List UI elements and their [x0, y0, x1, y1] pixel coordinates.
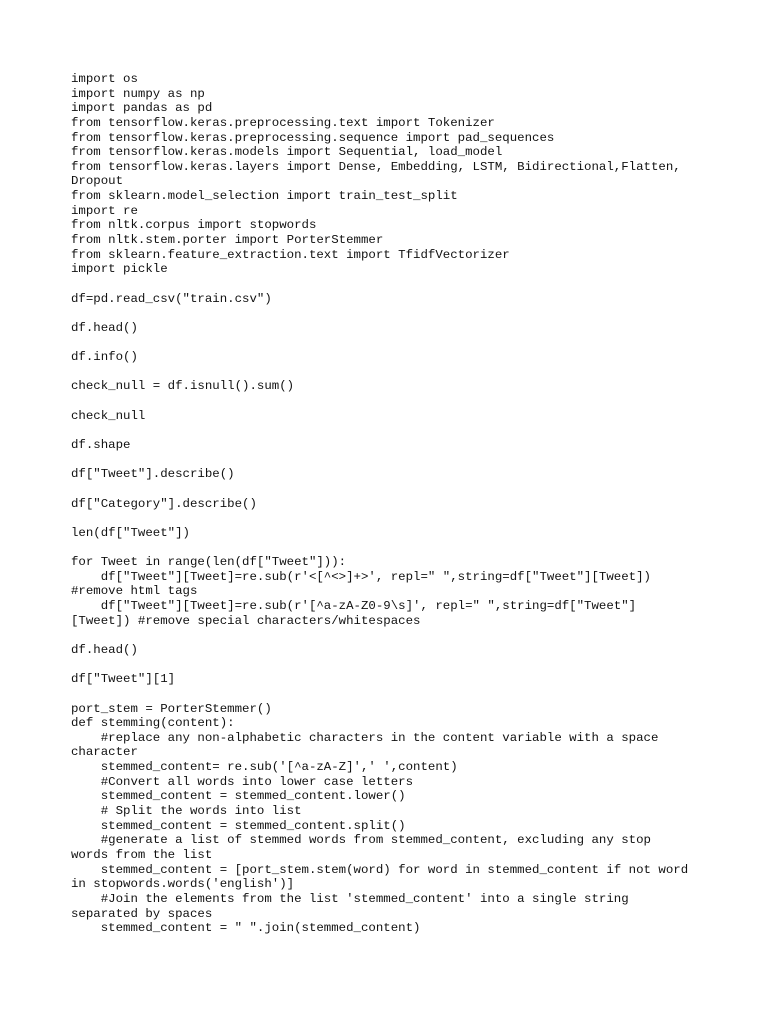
blank-line	[71, 687, 711, 702]
blank-line	[71, 453, 711, 468]
code-line: #Convert all words into lower case letters	[71, 774, 414, 789]
blank-line	[71, 511, 711, 526]
code-line: # Split the words into list	[71, 804, 302, 819]
blank-line	[71, 365, 711, 380]
blank-line	[71, 394, 711, 409]
code-line: from tensorflow.keras.preprocessing.sequence import pad_sequences	[71, 130, 555, 145]
code-line: df.shape	[71, 438, 131, 453]
code-line: #replace any non-alphabetic characters in the content variable with a space	[71, 730, 659, 745]
blank-line	[71, 482, 711, 497]
blank-line	[71, 423, 711, 438]
blank-line	[71, 541, 711, 556]
code-line: from tensorflow.keras.layers import Dense, Embedding, LSTM, Bidirectional,Flatten,	[71, 159, 681, 174]
code-line: df["Tweet"].describe()	[71, 467, 235, 482]
code-line: import pickle	[71, 262, 168, 277]
blank-line	[71, 336, 711, 351]
code-line: stemmed_content = stemmed_content.lower()	[71, 789, 406, 804]
code-line: #generate a list of stemmed words from stemmed_content, excluding any stop	[71, 833, 651, 848]
code-line: stemmed_content = " ".join(stemmed_content)	[71, 921, 421, 936]
code-line: df.info()	[71, 350, 138, 365]
code-line: port_stem = PorterStemmer()	[71, 701, 272, 716]
code-line: check_null = df.isnull().sum()	[71, 379, 295, 394]
code-line: import os	[71, 72, 138, 86]
code-line: from sklearn.model_selection import train_test_split	[71, 189, 458, 204]
blank-line	[71, 306, 711, 321]
code-line: df["Category"].describe()	[71, 496, 257, 511]
code-line: character	[71, 745, 138, 760]
code-line: stemmed_content = [port_stem.stem(word) for word in stemmed_content if not word	[71, 862, 689, 877]
code-line: from nltk.corpus import stopwords	[71, 218, 317, 233]
code-line: import pandas as pd	[71, 101, 213, 116]
blank-line	[71, 277, 711, 292]
code-line: stemmed_content= re.sub('[^a-zA-Z]',' ',content)	[71, 760, 458, 775]
code-line: [Tweet]) #remove special characters/whitespaces	[71, 613, 421, 628]
code-line: df.head()	[71, 642, 138, 657]
code-line: #Join the elements from the list 'stemmed_content' into a single string	[71, 891, 629, 906]
code-line: from nltk.stem.porter import PorterStemmer	[71, 233, 384, 248]
blank-line	[71, 658, 711, 673]
code-line: df.head()	[71, 320, 138, 335]
code-line: separated by spaces	[71, 906, 213, 921]
code-listing	[71, 72, 711, 936]
code-line: df=pd.read_csv("train.csv")	[71, 291, 272, 306]
code-line: df["Tweet"][1]	[71, 672, 176, 687]
code-line: stemmed_content = stemmed_content.split()	[71, 818, 406, 833]
code-line: words from the list	[71, 847, 213, 862]
code-line: import re	[71, 203, 138, 218]
code-line: from tensorflow.keras.preprocessing.text import Tokenizer	[71, 115, 495, 130]
code-line: from sklearn.feature_extraction.text import TfidfVectorizer	[71, 247, 510, 262]
code-line: def stemming(content):	[71, 716, 235, 731]
code-line: Dropout	[71, 174, 124, 189]
code-line: #remove html tags	[71, 584, 198, 599]
code-line: df["Tweet"][Tweet]=re.sub(r'<[^<>]+>', repl=" ",string=df["Tweet"][Tweet])	[71, 569, 651, 584]
code-line: import numpy as np	[71, 86, 205, 101]
blank-line	[71, 628, 711, 643]
code-line: in stopwords.words('english')]	[71, 877, 295, 892]
code-line: from tensorflow.keras.models import Sequential, load_model	[71, 145, 503, 160]
code-line: check_null	[71, 408, 146, 423]
code-line: df["Tweet"][Tweet]=re.sub(r'[^a-zA-Z0-9\s]', repl=" ",string=df["Tweet"]	[71, 599, 637, 614]
code-line: for Tweet in range(len(df["Tweet"])):	[71, 555, 347, 570]
code-line: len(df["Tweet"])	[71, 525, 190, 540]
